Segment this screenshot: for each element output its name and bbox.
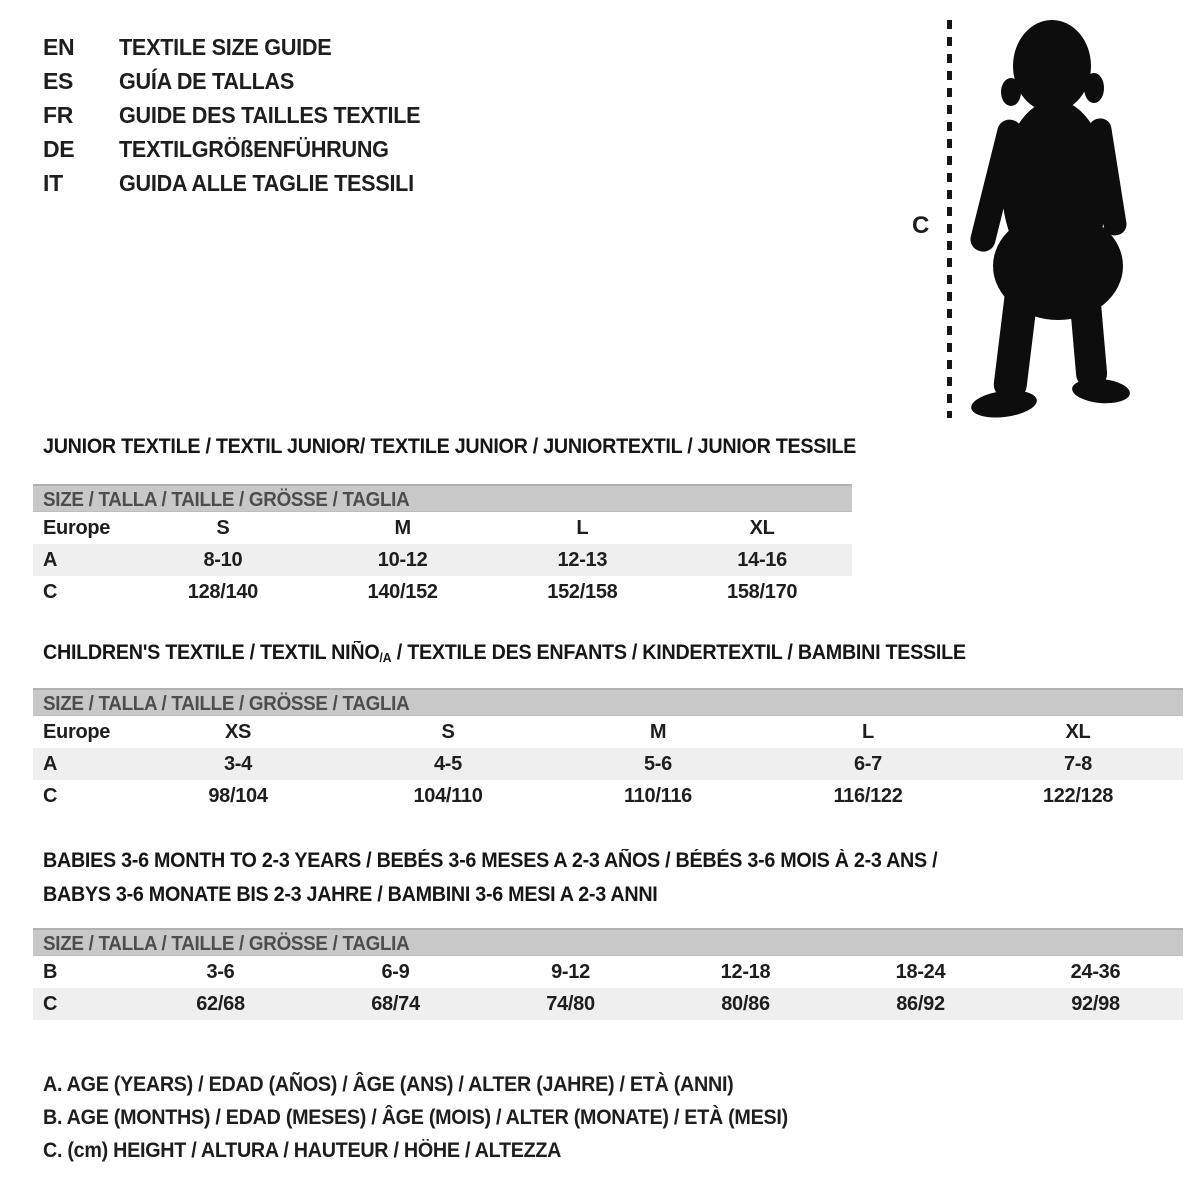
age-cell: 8-10 xyxy=(203,548,243,571)
table-row xyxy=(33,576,852,608)
height-cell: 152/158 xyxy=(547,580,618,603)
size-cell: XL xyxy=(749,516,775,539)
size-cell: M xyxy=(394,516,411,539)
language-row xyxy=(43,30,440,64)
size-header-bar xyxy=(33,688,1183,716)
row-label: C xyxy=(43,784,58,807)
height-cell: 86/92 xyxy=(896,992,945,1015)
row-label: C xyxy=(43,992,58,1015)
size-cell: L xyxy=(576,516,589,539)
row-label: A xyxy=(43,548,58,571)
height-dashed-line xyxy=(947,20,952,418)
table-row xyxy=(33,512,852,544)
children-section-title xyxy=(43,640,1025,671)
toddler-silhouette-icon xyxy=(960,18,1140,420)
height-cell: 140/152 xyxy=(367,580,438,603)
language-row xyxy=(43,132,440,166)
table-row xyxy=(33,988,1183,1020)
height-cell: 122/128 xyxy=(1042,784,1114,807)
language-code: DE xyxy=(43,136,75,162)
babies-title-line1: BABIES 3-6 MONTH TO 2-3 YEARS / BEBÉS 3-6 MESES A 2-3 AÑOS / BÉBÉS 3-6 MOIS À 2-3 ANS / xyxy=(43,849,938,872)
size-header-text: SIZE / TALLA / TAILLE / GRÖSSE / TAGLIA xyxy=(43,933,410,955)
table-row xyxy=(33,780,1183,812)
children-section-title-text: CHILDREN'S TEXTILE / TEXTIL NIÑO/A / TEXTILE DES ENFANTS / KINDERTEXTIL / BAMBINI TESSILE xyxy=(43,641,966,665)
table-row xyxy=(33,956,1183,988)
nino-a-subscript: /A xyxy=(379,650,392,665)
measurement-legend xyxy=(43,1068,835,1167)
age-cell: 9-12 xyxy=(551,960,590,983)
size-header-bar xyxy=(33,928,1183,956)
height-cell: 68/74 xyxy=(371,992,420,1015)
language-code: ES xyxy=(43,68,74,94)
language-label: TEXTILGRÖßENFÜHRUNG xyxy=(119,136,389,162)
language-code: EN xyxy=(43,34,75,60)
age-cell: 10-12 xyxy=(377,548,428,571)
age-cell: 6-7 xyxy=(853,752,882,775)
age-cell: 12-13 xyxy=(557,548,608,571)
table-row xyxy=(33,716,1183,748)
language-code: FR xyxy=(43,102,74,128)
size-cell: S xyxy=(216,516,230,539)
language-label: GUÍA DE TALLAS xyxy=(119,68,295,94)
row-label: Europe xyxy=(43,720,111,743)
height-cell: 98/104 xyxy=(208,784,268,807)
size-cell: S xyxy=(441,720,455,743)
age-cell: 14-16 xyxy=(737,548,787,571)
row-label: A xyxy=(43,752,58,775)
row-label: C xyxy=(43,580,58,603)
children-size-table xyxy=(33,688,1183,812)
age-cell: 3-4 xyxy=(223,752,252,775)
language-label: GUIDA ALLE TAGLIE TESSILI xyxy=(119,170,414,196)
height-measure-label: C xyxy=(912,212,930,239)
age-cell: 12-18 xyxy=(720,960,771,983)
size-cell: XS xyxy=(224,720,252,743)
height-cell: 62/68 xyxy=(196,992,245,1015)
row-label: Europe xyxy=(43,516,111,539)
height-cell: 74/80 xyxy=(546,992,595,1015)
babies-title-line2: BABYS 3-6 MONATE BIS 2-3 JAHRE / BAMBINI 3-6 MESI A 2-3 ANNI xyxy=(43,883,658,906)
age-cell: 5-6 xyxy=(643,752,672,775)
table-row xyxy=(33,748,1183,780)
age-cell: 3-6 xyxy=(206,960,235,983)
size-cell: XL xyxy=(1065,720,1091,743)
size-cell: M xyxy=(649,720,667,743)
height-cell: 104/110 xyxy=(413,784,483,807)
row-label: B xyxy=(43,960,58,983)
junior-section-title xyxy=(43,434,908,460)
height-cell: 158/170 xyxy=(727,580,798,603)
language-row xyxy=(43,64,440,98)
language-label: GUIDE DES TAILLES TEXTILE xyxy=(119,102,421,128)
size-cell: L xyxy=(862,720,874,743)
size-header-text: SIZE / TALLA / TAILLE / GRÖSSE / TAGLIA xyxy=(43,489,410,511)
language-row xyxy=(43,98,440,132)
age-cell: 4-5 xyxy=(433,752,462,775)
language-row xyxy=(43,166,440,200)
junior-size-table xyxy=(33,484,852,608)
legend-line-a: A. AGE (YEARS) / EDAD (AÑOS) / ÂGE (ANS) / ALTER (JAHRE) / ETÀ (ANNI) xyxy=(43,1073,734,1096)
junior-section-title-text: JUNIOR TEXTILE / TEXTIL JUNIOR/ TEXTILE JUNIOR / JUNIORTEXTIL / JUNIOR TESSILE xyxy=(43,435,857,458)
age-cell: 7-8 xyxy=(1063,752,1092,775)
size-header-bar xyxy=(33,484,852,512)
height-cell: 92/98 xyxy=(1071,992,1120,1015)
legend-line-c: C. (cm) HEIGHT / ALTURA / HAUTEUR / HÖHE / ALTEZZA xyxy=(43,1139,562,1162)
size-header-text: SIZE / TALLA / TAILLE / GRÖSSE / TAGLIA xyxy=(43,693,410,715)
age-cell: 18-24 xyxy=(895,960,946,983)
height-cell: 116/122 xyxy=(833,784,903,807)
legend-line-b: B. AGE (MONTHS) / EDAD (MESES) / ÂGE (MOIS) / ALTER (MONATE) / ETÀ (MESI) xyxy=(43,1106,788,1129)
height-cell: 110/116 xyxy=(624,784,692,807)
age-cell: 6-9 xyxy=(381,960,410,983)
age-cell: 24-36 xyxy=(1070,960,1121,983)
height-cell: 128/140 xyxy=(187,580,258,603)
babies-section-title xyxy=(43,844,994,912)
language-title-list xyxy=(43,30,440,200)
table-row xyxy=(33,544,852,576)
language-label: TEXTILE SIZE GUIDE xyxy=(119,34,332,60)
language-code: IT xyxy=(43,170,63,196)
babies-size-table xyxy=(33,928,1183,1020)
height-cell: 80/86 xyxy=(721,992,770,1015)
